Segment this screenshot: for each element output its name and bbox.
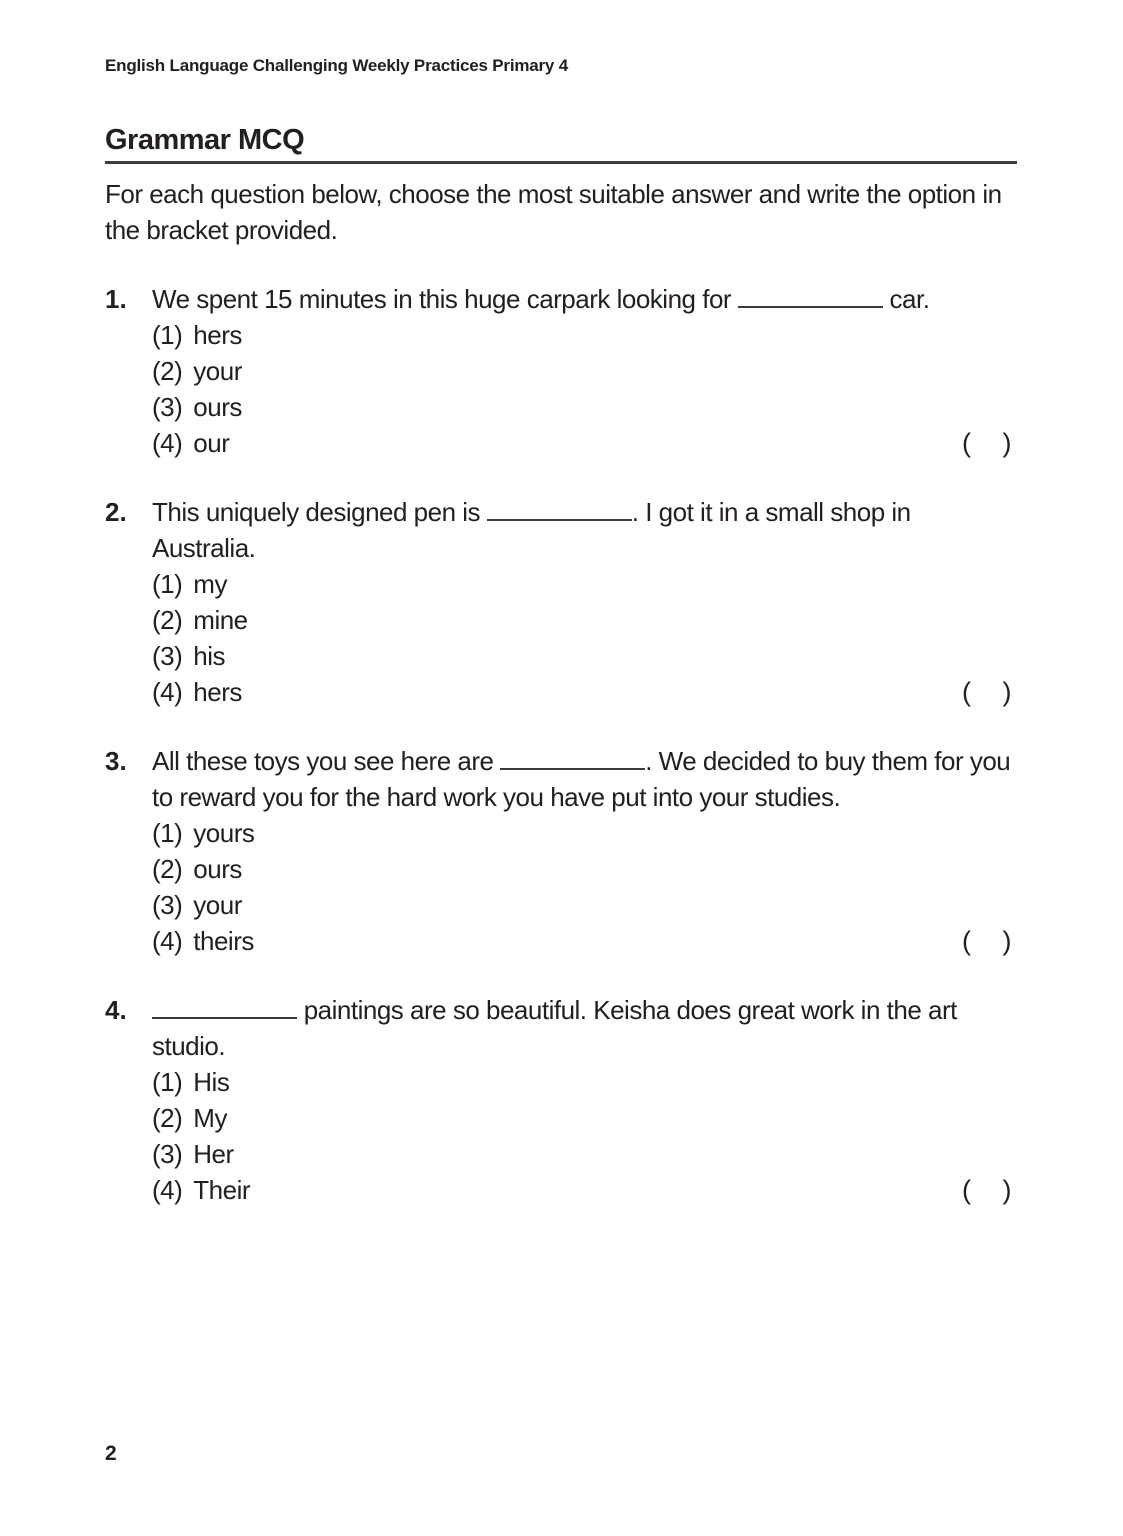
option-label: Their [193,1175,251,1205]
question-body [152,743,1017,959]
option-3 [152,887,242,923]
stem-text-post: . We decided to buy them for you to reward you for the hard work you have put into your studies. [152,746,1011,812]
option-number: (3) [152,890,183,920]
answer-bracket [962,674,1011,710]
option-4 [152,425,229,461]
question-stem [152,743,1017,815]
answer-bracket [962,425,1011,461]
option-label: his [193,641,226,671]
option-row [152,674,1017,710]
stem-text-pre: This uniquely designed pen is [152,497,487,527]
page-number: 2 [105,1442,117,1465]
option-row [152,566,1017,602]
answer-blank [500,766,645,770]
option-number: (2) [152,854,183,884]
stem-text-post: . I got it in a small shop in Australia. [152,497,911,563]
option-label: theirs [193,926,254,956]
option-row [152,425,1017,461]
option-row [152,1136,1017,1172]
question-number: 1. [105,284,127,314]
option-number: (4) [152,428,183,458]
option-3 [152,1136,234,1172]
option-number: (4) [152,1175,183,1205]
option-row [152,638,1017,674]
option-label: my [193,569,227,599]
bracket-open-paren: ( [962,1175,971,1205]
option-number: (1) [152,1067,183,1097]
stem-text-post: paintings are so beautiful. Keisha does great work in the art studio. [152,995,957,1061]
answer-bracket [962,923,1011,959]
option-row [152,1064,1017,1100]
question-3 [105,743,1017,959]
answer-bracket [962,1172,1011,1208]
option-4 [152,1172,250,1208]
option-row [152,815,1017,851]
bracket-close-paren: ) [1002,926,1011,956]
option-number: (2) [152,605,183,635]
option-number: (1) [152,569,183,599]
question-stem [152,281,1017,317]
option-number: (1) [152,818,183,848]
page-header: English Language Challenging Weekly Practices Primary 4 [105,56,568,75]
answer-blank [487,517,632,521]
stem-text-pre: We spent 15 minutes in this huge carpark looking for [152,284,738,314]
question-body [152,494,1017,710]
option-1 [152,317,242,353]
page-content [105,56,1017,1208]
option-label: hers [193,320,242,350]
option-label: your [193,890,242,920]
option-1 [152,1064,229,1100]
bracket-open-paren: ( [962,926,971,956]
option-number: (2) [152,356,183,386]
option-4 [152,674,242,710]
answer-blank [738,304,883,308]
option-row [152,1100,1017,1136]
option-label: your [193,356,242,386]
option-number: (3) [152,1139,183,1169]
option-row [152,389,1017,425]
option-label: mine [193,605,248,635]
option-label: My [193,1103,227,1133]
option-label: yours [193,818,255,848]
option-label: ours [193,854,242,884]
question-stem [152,494,1017,566]
question-body [152,281,1017,461]
option-2 [152,353,242,389]
option-2 [152,1100,227,1136]
option-label: His [193,1067,230,1097]
bracket-close-paren: ) [1002,677,1011,707]
stem-text-post: car. [882,284,930,314]
option-number: (2) [152,1103,183,1133]
option-number: (1) [152,320,183,350]
option-label: ours [193,392,242,422]
question-number: 4. [105,995,127,1025]
bracket-open-paren: ( [962,677,971,707]
option-4 [152,923,254,959]
question-4 [105,992,1017,1208]
option-row [152,887,1017,923]
bracket-close-paren: ) [1002,428,1011,458]
option-label: our [193,428,230,458]
option-number: (4) [152,926,183,956]
option-row [152,353,1017,389]
question-2 [105,494,1017,710]
option-number: (3) [152,392,183,422]
option-label: Her [193,1139,234,1169]
instructions: For each question below, choose the most suitable answer and write the option in the bracket provided. [105,179,1002,245]
option-1 [152,815,254,851]
option-row [152,602,1017,638]
option-number: (4) [152,677,183,707]
option-row [152,851,1017,887]
bracket-open-paren: ( [962,428,971,458]
question-body [152,992,1017,1208]
option-row [152,923,1017,959]
section-rule [105,161,1017,164]
question-number: 3. [105,746,127,776]
option-2 [152,602,248,638]
option-row [152,317,1017,353]
option-2 [152,851,242,887]
question-stem [152,992,1017,1064]
option-number: (3) [152,641,183,671]
answer-blank [152,1015,297,1019]
question-1 [105,281,1017,461]
stem-text-pre: All these toys you see here are [152,746,501,776]
option-label: hers [193,677,242,707]
question-number: 2. [105,497,127,527]
option-1 [152,566,227,602]
section-title: Grammar MCQ [105,124,305,156]
option-3 [152,638,225,674]
option-row [152,1172,1017,1208]
bracket-close-paren: ) [1002,1175,1011,1205]
option-3 [152,389,242,425]
